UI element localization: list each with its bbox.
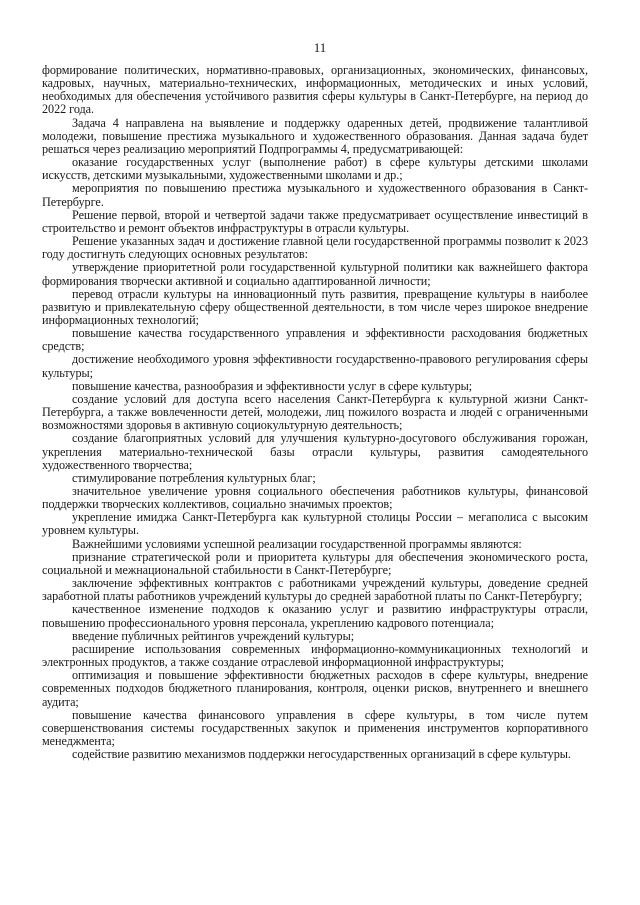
paragraph: перевод отрасли культуры на инновационный путь развития, превращение культуры в наиболее развитую и привлекательную сферу общественной деятельности, в том числе через широкое внедрение информационных технологий; bbox=[42, 286, 588, 327]
paragraph: повышение качества, разнообразия и эффективности услуг в сфере культуры; bbox=[72, 378, 473, 393]
paragraph: мероприятия по повышению престижа музыкального и художественного образования в Санкт-Петербурге. bbox=[42, 181, 588, 209]
paragraph: утверждение приоритетной роли государственной культурной политики как важнейшего фактора формирования творчески активной и социально адаптированной личности; bbox=[42, 260, 588, 288]
paragraph: создание условий для доступа всего населения Санкт-Петербурга к культурной жизни Санкт-Петербурга, а также вовлеченности детей, молодежи, лиц пожилого возраста и людей с ограниченными возможностями здоровья в активную социокультурную деятельность; bbox=[42, 391, 588, 433]
paragraph: заключение эффективных контрактов с работниками учреждений культуры, доведение средней заработной платы работников учреждений культуры до средней заработной платы по Санкт-Петербургу; bbox=[42, 576, 588, 604]
paragraph: Решение указанных задач и достижение главной цели государственной программы позволит к 2023 году достигнуть следующих основных результатов: bbox=[42, 234, 588, 262]
paragraph: Задача 4 направлена на выявление и поддержку одаренных детей, продвижение талантливой молодежи, повышение престижа музыкального и художественного образования. Данная задача будет решаться через реализацию мероприятий Подпрограммы 4, предусматривающей: bbox=[42, 115, 588, 156]
paragraph: оптимизация и повышение эффективности бюджетных расходов в сфере культуры, внедрение современных подходов бюджетного планирования, контроля, оценки рисков, внутреннего и внешнего аудита; bbox=[42, 668, 588, 709]
paragraph: расширение использования современных информационно-коммуникационных технологий и электронных продуктов, а также создание отраслевой информационной инфраструктуры; bbox=[42, 641, 588, 670]
paragraph: повышение качества финансового управления в сфере культуры, в том числе путем совершенствования системы государственных закупок и применения инструментов корпоративного менеджмента; bbox=[42, 707, 588, 748]
paragraph: значительное увеличение уровня социального обеспечения работников культуры, финансовой поддержки творческих коллективов, социально значимых проектов; bbox=[42, 484, 588, 512]
paragraph: стимулирование потребления культурных благ; bbox=[72, 470, 316, 485]
paragraph: Важнейшими условиями успешной реализации государственной программы являются: bbox=[72, 536, 522, 551]
paragraph: формирование политических, нормативно-правовых, организационных, экономических, финансовых, кадровых, научных, материально-технических, информационных, методических и иных условий, необходимых для обеспечения устойчивого развития сферы культуры в Санкт-Петербурге, на период до 2022 года. bbox=[42, 63, 588, 117]
paragraph: признание стратегической роли и приоритета культуры для обеспечения экономического роста, социальной и межнациональной стабильности в Санкт-Петербурге; bbox=[42, 549, 588, 577]
paragraph: Решение первой, второй и четвертой задачи также предусматривает осуществление инвестиций в строительство и ремонт объектов инфраструктуры в отрасли культуры. bbox=[42, 207, 588, 235]
paragraph: введение публичных рейтингов учреждений культуры; bbox=[72, 628, 355, 643]
paragraph: достижение необходимого уровня эффективности государственно-правового регулирования сферы культуры; bbox=[42, 352, 588, 380]
paragraph: повышение качества государственного управления и эффективности расходования бюджетных средств; bbox=[42, 326, 588, 354]
paragraph: укрепление имиджа Санкт-Петербурга как культурной столицы России – мегаполиса с высоким уровнем культуры. bbox=[42, 510, 588, 538]
page-number: 11 bbox=[313, 40, 327, 55]
paragraph: содействие развитию механизмов поддержки негосударственных организаций в сфере культуры. bbox=[72, 747, 571, 762]
paragraph: создание благоприятных условий для улучшения культурно-досугового обслуживания горожан, укрепления материально-технической базы отрасли культуры, развития самодеятельного художественного творчества; bbox=[42, 431, 588, 472]
paragraph: оказание государственных услуг (выполнение работ) в сфере культуры детскими школами искусств, детскими музыкальными, художественными школами и др.; bbox=[42, 155, 588, 183]
document-body bbox=[42, 64, 588, 761]
paragraph: качественное изменение подходов к оказанию услуг и развитию инфраструктуры отрасли, повышению профессионального уровня персонала, укреплению кадрового потенциала; bbox=[42, 602, 588, 630]
